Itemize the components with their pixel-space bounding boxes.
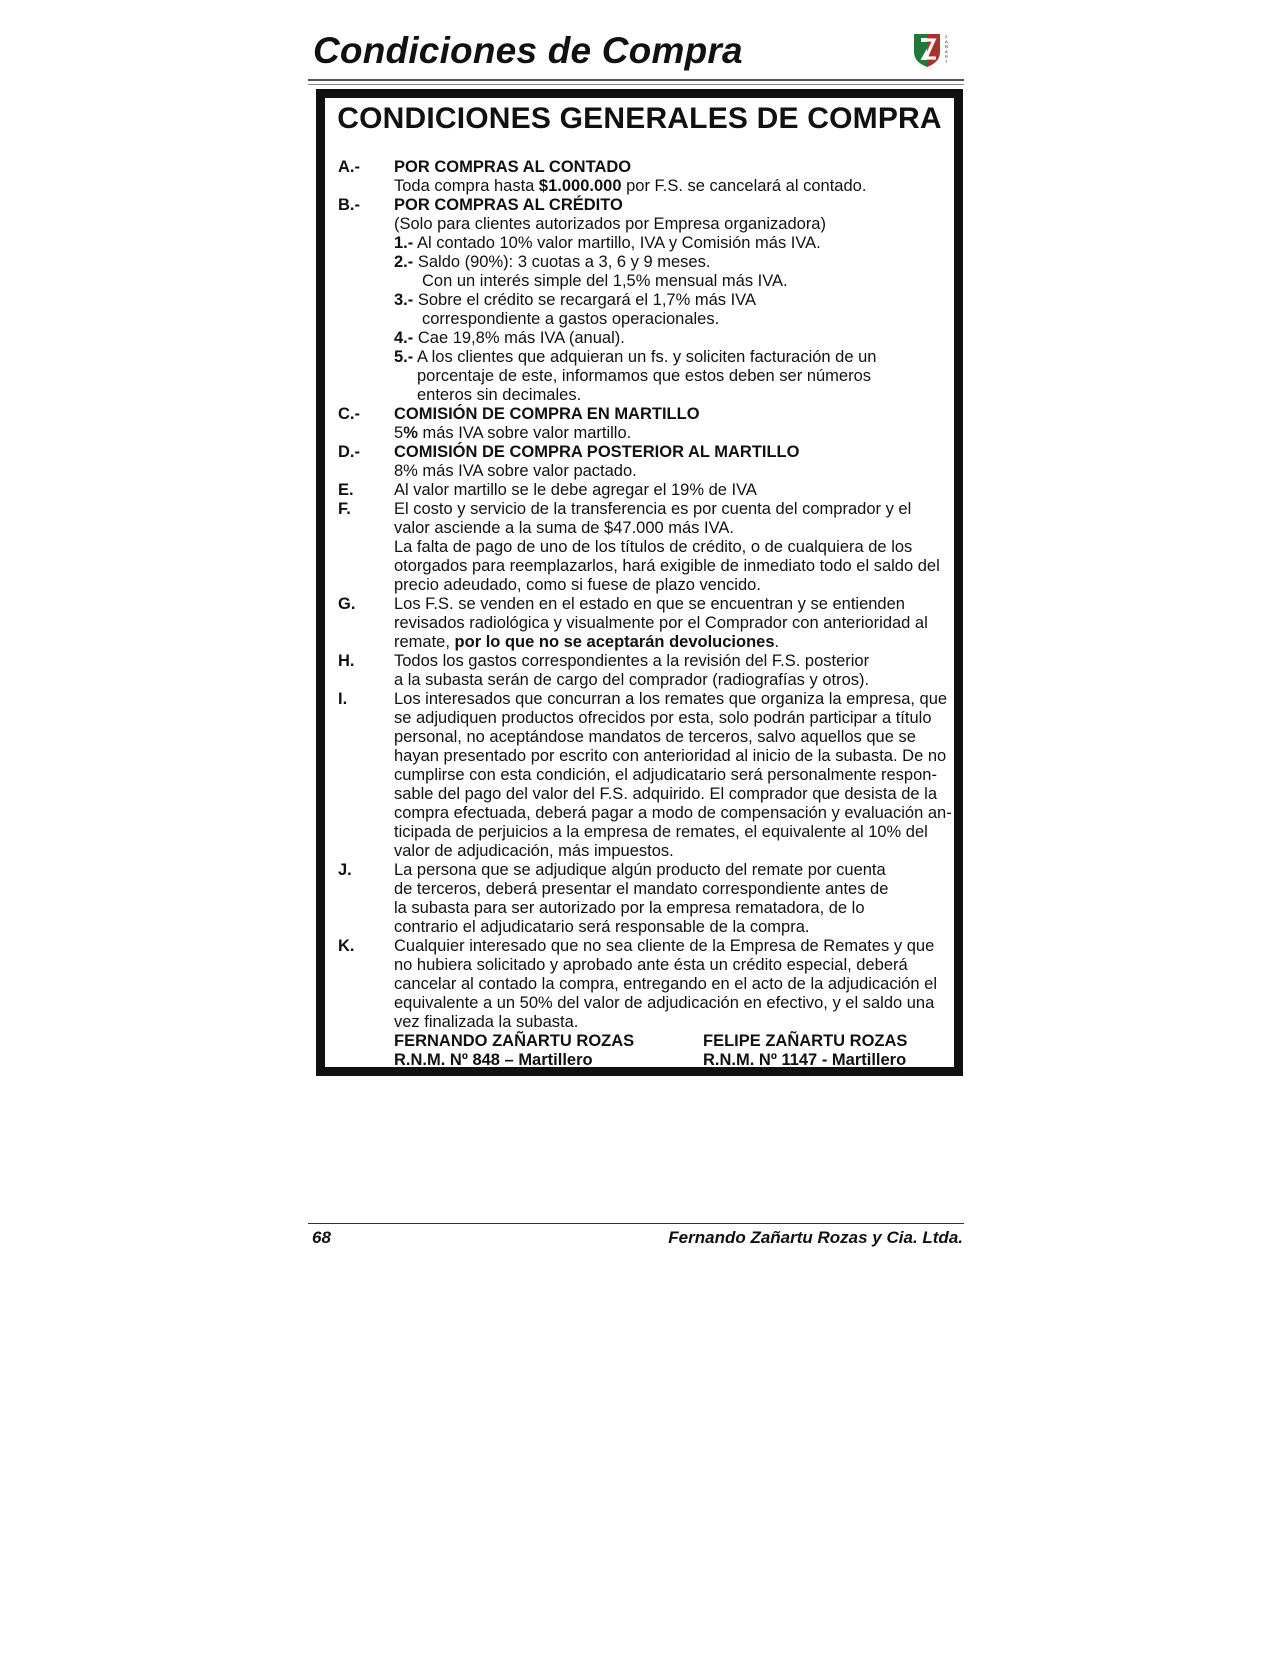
- condition-text: [394, 975, 937, 994]
- condition-label: C.-: [338, 405, 360, 423]
- condition-text: [394, 880, 888, 899]
- condition-label: A.-: [338, 158, 360, 176]
- condition-line: [338, 538, 954, 557]
- condition-line: [338, 728, 954, 747]
- condition-line: [338, 671, 954, 690]
- condition-text: [394, 215, 826, 234]
- text-run: La persona que se adjudique algún producto del remate por cuenta: [394, 861, 886, 879]
- text-run: Toda compra hasta: [394, 177, 539, 195]
- text-run: POR COMPRAS AL CRÉDITO: [394, 196, 623, 214]
- condition-line: [338, 367, 954, 386]
- text-run: de terceros, deberá presentar el mandato correspondiente antes de: [394, 880, 889, 898]
- svg-text:Ñ: Ñ: [945, 44, 948, 49]
- condition-text: [394, 709, 932, 728]
- text-run: Al contado 10% valor martillo, IVA y Comisión más IVA.: [413, 234, 821, 252]
- text-run: COMISIÓN DE COMPRA EN MARTILLO: [394, 405, 700, 423]
- condition-label: F.: [338, 500, 351, 518]
- header-divider-thin: [308, 84, 964, 85]
- conditions-box: [316, 89, 963, 1076]
- condition-text: [394, 671, 869, 690]
- text-run: vez finalizada la subasta.: [394, 1013, 579, 1031]
- condition-line: [338, 709, 954, 728]
- condition-text: [394, 196, 623, 215]
- condition-text: [394, 918, 809, 937]
- condition-line: [338, 614, 954, 633]
- condition-line: [338, 253, 954, 272]
- condition-text: [394, 728, 916, 747]
- condition-line: [338, 405, 954, 424]
- header-divider: [308, 79, 964, 81]
- condition-label: H.: [338, 652, 355, 670]
- condition-line: [338, 595, 954, 614]
- condition-line: [338, 481, 954, 500]
- condition-line: [338, 386, 954, 405]
- text-run: POR COMPRAS AL CONTADO: [394, 158, 632, 176]
- condition-line: [338, 196, 954, 215]
- signature-line: [338, 1032, 954, 1051]
- condition-label: D.-: [338, 443, 360, 461]
- conditions-list: [338, 158, 954, 1070]
- text-run: 1.-: [394, 234, 414, 252]
- condition-line: [338, 310, 954, 329]
- condition-line: [338, 424, 954, 443]
- company-logo: [912, 30, 952, 68]
- text-run: compra efectuada, deberá pagar a modo de compensación y evaluación an-: [394, 804, 952, 822]
- condition-text: [394, 291, 756, 310]
- text-run: (Solo para clientes autorizados por Empresa organizadora): [394, 215, 826, 233]
- condition-line: [338, 633, 954, 652]
- text-run: 5.-: [394, 348, 414, 366]
- condition-line: [338, 443, 954, 462]
- condition-text: [394, 557, 940, 576]
- svg-text:R: R: [945, 54, 948, 59]
- condition-label: G.: [338, 595, 356, 613]
- condition-line: [338, 937, 954, 956]
- text-run: ticipada de perjuicios a la empresa de remates, el equivalente al 10% del: [394, 823, 928, 841]
- condition-line: [338, 576, 954, 595]
- condition-line: [338, 500, 954, 519]
- text-run: remate,: [394, 633, 455, 651]
- svg-text:A: A: [945, 39, 948, 44]
- text-run: personal, no aceptándose mandatos de terceros, salvo aquellos que se: [394, 728, 916, 746]
- condition-text: [394, 861, 886, 880]
- signature-right: R.N.M. Nº 1147 - Martillero: [703, 1051, 907, 1069]
- condition-text: [394, 937, 934, 956]
- text-run: %: [403, 424, 418, 442]
- text-run: Al valor martillo se le debe agregar el 19% de IVA: [394, 481, 757, 499]
- condition-label: B.-: [338, 196, 360, 214]
- condition-text: [394, 899, 865, 918]
- text-run: A los clientes que adquieran un fs. y soliciten facturación de un: [413, 348, 877, 366]
- condition-label: I.: [338, 690, 348, 708]
- condition-text: [394, 329, 625, 348]
- condition-text: [394, 804, 952, 823]
- condition-text: [394, 462, 637, 481]
- footer-company: Fernando Zañartu Rozas y Cia. Ltda.: [668, 1228, 963, 1247]
- condition-text: [394, 1013, 578, 1032]
- condition-line: [338, 956, 954, 975]
- text-run: enteros sin decimales.: [417, 386, 582, 404]
- text-run: cancelar al contado la compra, entregando en el acto de la adjudicación el: [394, 975, 938, 993]
- condition-text: [394, 424, 631, 443]
- text-run: más IVA sobre valor martillo.: [417, 424, 632, 442]
- condition-line: [338, 215, 954, 234]
- text-run: 2.-: [394, 253, 414, 271]
- svg-text:T: T: [945, 59, 948, 64]
- condition-line: [338, 823, 954, 842]
- condition-text: [394, 576, 761, 595]
- text-run: Cae 19,8% más IVA (anual).: [413, 329, 625, 347]
- text-run: porcentaje de este, informamos que estos deben ser números: [417, 367, 872, 385]
- footer-divider: [308, 1223, 964, 1224]
- condition-line: [338, 462, 954, 481]
- svg-text:A: A: [945, 49, 948, 54]
- text-run: Todos los gastos correspondientes a la revisión del F.S. posterior: [394, 652, 870, 670]
- text-run: la subasta para ser autorizado por la empresa rematadora, de lo: [394, 899, 865, 917]
- condition-line: [338, 1013, 954, 1032]
- condition-text: [394, 234, 821, 253]
- condition-line: [338, 842, 954, 861]
- condition-line: [338, 652, 954, 671]
- condition-line: [338, 975, 954, 994]
- condition-text: [394, 405, 700, 424]
- text-run: .: [774, 633, 780, 651]
- text-run: 3.-: [394, 291, 414, 309]
- box-title: CONDICIONES GENERALES DE COMPRA: [337, 102, 942, 135]
- condition-text: [394, 253, 710, 272]
- text-run: Los F.S. se venden en el estado en que se encuentran y se entienden: [394, 595, 905, 613]
- text-run: sable del pago del valor del F.S. adquirido. El comprador que desista de la: [394, 785, 938, 803]
- condition-line: [338, 899, 954, 918]
- text-run: no hubiera solicitado y aprobado ante ésta un crédito especial, deberá: [394, 956, 908, 974]
- text-run: correspondiente a gastos operacionales.: [422, 310, 720, 328]
- signature-left: R.N.M. Nº 848 – Martillero: [394, 1051, 593, 1069]
- text-run: Sobre el crédito se recargará el 1,7% más IVA: [413, 291, 756, 309]
- condition-line: [338, 519, 954, 538]
- condition-text: [394, 956, 908, 975]
- condition-text: [394, 842, 674, 861]
- text-run: valor de adjudicación, más impuestos.: [394, 842, 674, 860]
- condition-text: [394, 538, 912, 557]
- text-run: Con un interés simple del 1,5% mensual más IVA.: [422, 272, 788, 290]
- condition-text: [394, 177, 866, 196]
- condition-label: E.: [338, 481, 354, 499]
- condition-line: [338, 785, 954, 804]
- condition-text: [394, 633, 779, 652]
- text-run: hayan presentado por escrito con anterioridad al inicio de la subasta. De no: [394, 747, 947, 765]
- condition-text: [394, 823, 928, 842]
- text-run: se adjudiquen productos ofrecidos por esta, solo podrán participar a título: [394, 709, 932, 727]
- text-run: 8% más IVA sobre valor pactado.: [394, 462, 637, 480]
- page-number: 68: [312, 1228, 331, 1247]
- text-run: equivalente a un 50% del valor de adjudicación en efectivo, y el saldo una: [394, 994, 935, 1012]
- condition-line: [338, 994, 954, 1013]
- text-run: El costo y servicio de la transferencia es por cuenta del comprador y el: [394, 500, 912, 518]
- text-run: 5: [394, 424, 404, 442]
- text-run: Los interesados que concurran a los remates que organiza la empresa, que: [394, 690, 948, 708]
- condition-text: [394, 481, 757, 500]
- condition-line: [338, 880, 954, 899]
- condition-label: J.: [338, 861, 352, 879]
- text-run: Cualquier interesado que no sea cliente de la Empresa de Remates y que: [394, 937, 935, 955]
- condition-text: [394, 500, 911, 519]
- condition-line: [338, 329, 954, 348]
- text-run: contrario el adjudicatario será responsable de la compra.: [394, 918, 810, 936]
- signature-right: FELIPE ZAÑARTU ROZAS: [703, 1032, 908, 1050]
- condition-line: [338, 918, 954, 937]
- text-run: $1.000.000: [538, 177, 622, 195]
- condition-line: [338, 177, 954, 196]
- text-run: 4.-: [394, 329, 414, 347]
- condition-text: [394, 652, 869, 671]
- text-run: valor asciende a la suma de $47.000 más IVA.: [394, 519, 734, 537]
- condition-line: [338, 348, 954, 367]
- condition-text: [394, 690, 947, 709]
- condition-text: [422, 310, 719, 329]
- condition-label: K.: [338, 937, 355, 955]
- signature-line: [338, 1051, 954, 1070]
- condition-text: [394, 348, 876, 367]
- condition-line: [338, 291, 954, 310]
- text-run: a la subasta serán de cargo del comprador (radiografías y otros).: [394, 671, 870, 689]
- condition-line: [338, 861, 954, 880]
- condition-line: [338, 272, 954, 291]
- text-run: COMISIÓN DE COMPRA POSTERIOR AL MARTILLO: [394, 443, 800, 461]
- condition-text: [394, 614, 928, 633]
- condition-line: [338, 234, 954, 253]
- text-run: por F.S. se cancelará al contado.: [621, 177, 867, 195]
- condition-line: [338, 804, 954, 823]
- condition-text: [394, 443, 799, 462]
- condition-line: [338, 557, 954, 576]
- condition-text: [394, 595, 905, 614]
- svg-text:Z: Z: [945, 34, 948, 39]
- condition-text: [417, 367, 871, 386]
- condition-text: [394, 519, 734, 538]
- condition-line: [338, 690, 954, 709]
- signature-left: FERNANDO ZAÑARTU ROZAS: [394, 1032, 635, 1050]
- page-title: Condiciones de Compra: [313, 30, 743, 71]
- condition-text: [417, 386, 581, 405]
- condition-text: [394, 158, 631, 177]
- condition-text: [422, 272, 788, 291]
- condition-text: [394, 785, 937, 804]
- condition-text: [394, 994, 934, 1013]
- text-run: revisados radiológica y visualmente por el Comprador con anterioridad al: [394, 614, 928, 632]
- condition-text: [394, 766, 937, 785]
- condition-line: [338, 766, 954, 785]
- condition-line: [338, 158, 954, 177]
- text-run: La falta de pago de uno de los títulos de crédito, o de cualquiera de los: [394, 538, 913, 556]
- condition-line: [338, 747, 954, 766]
- text-run: Saldo (90%): 3 cuotas a 3, 6 y 9 meses.: [413, 253, 711, 271]
- text-run: cumplirse con esta condición, el adjudicatario será personalmente respon-: [394, 766, 937, 784]
- text-run: otorgados para reemplazarlos, hará exigible de inmediato todo el saldo del: [394, 557, 940, 575]
- text-run: precio adeudado, como si fuese de plazo vencido.: [394, 576, 761, 594]
- text-run: por lo que no se aceptarán devoluciones: [454, 633, 775, 651]
- condition-text: [394, 747, 946, 766]
